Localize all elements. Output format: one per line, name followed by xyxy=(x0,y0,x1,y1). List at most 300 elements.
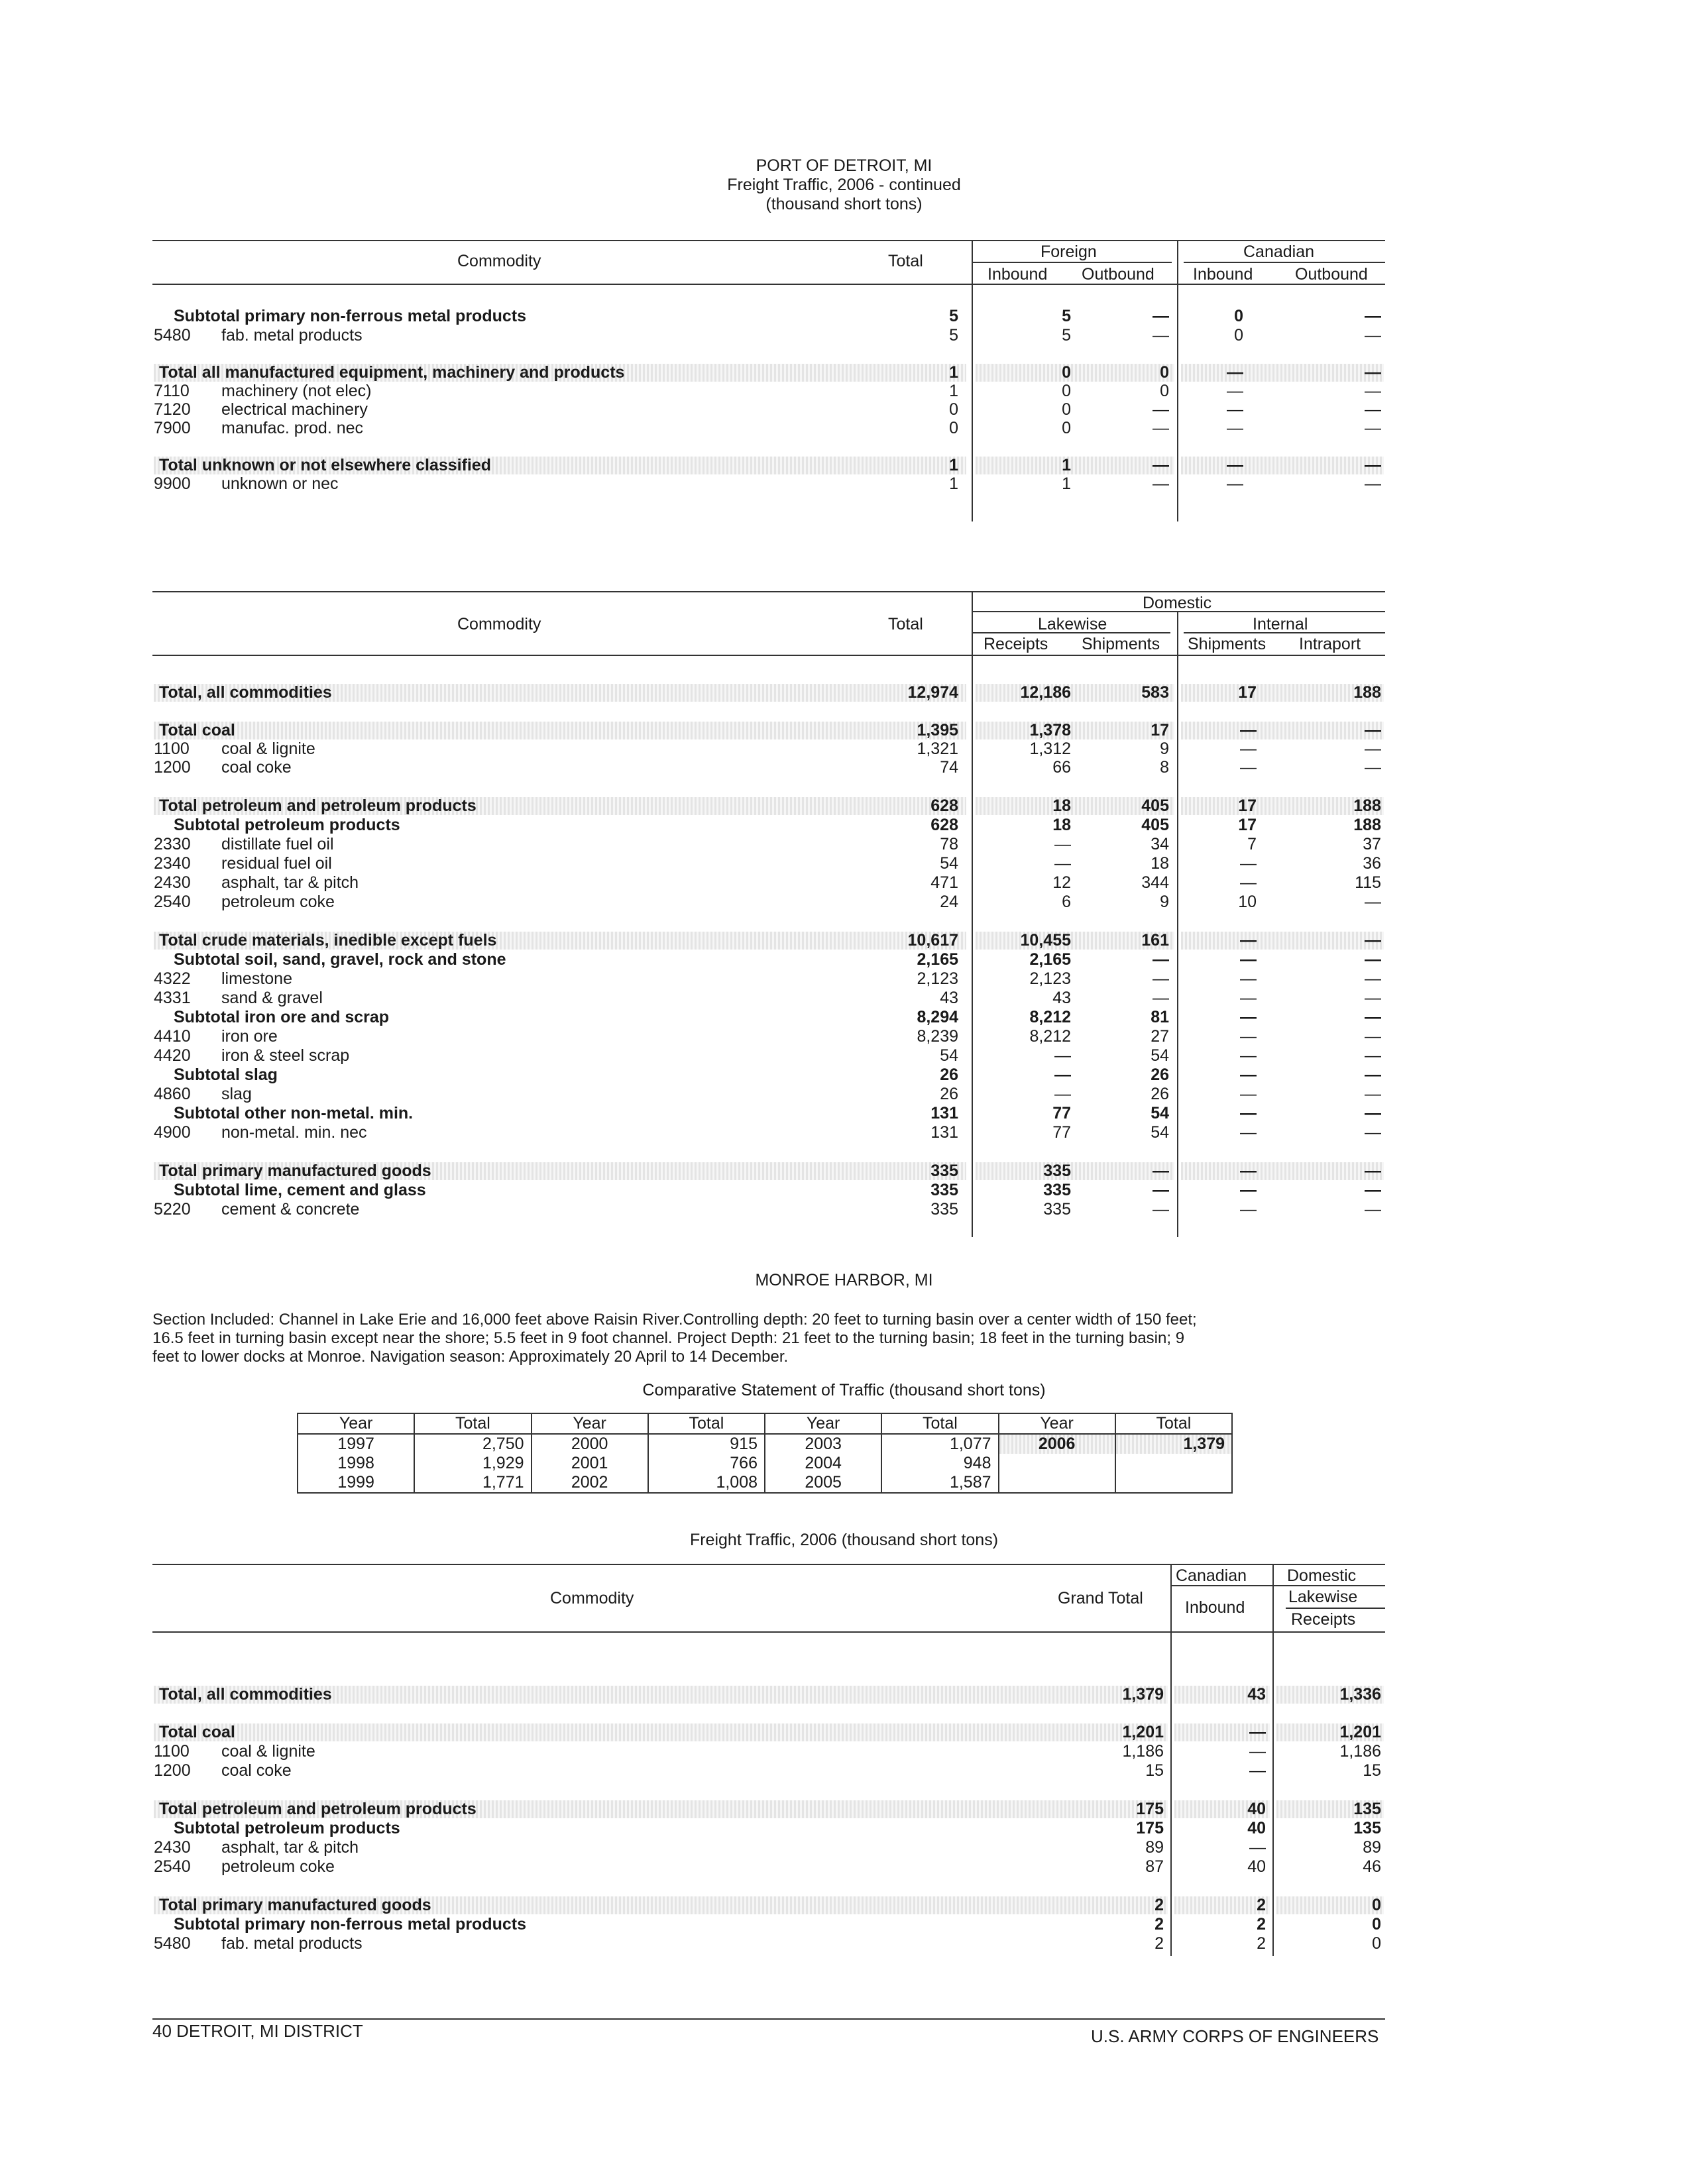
cell-c1: — xyxy=(1249,1723,1266,1741)
domestic-header: Domestic xyxy=(1287,1566,1357,1585)
table-row xyxy=(0,1723,1688,1742)
cell-c3: — xyxy=(1227,474,1243,493)
cell-c4: — xyxy=(1365,721,1381,739)
year-cell: 2003 xyxy=(765,1434,881,1454)
cell-c4: — xyxy=(1365,1027,1381,1046)
total-cell: 948 xyxy=(881,1454,998,1473)
commodity-code: 7120 xyxy=(154,400,191,419)
cell-c2: 161 xyxy=(1141,931,1169,950)
cell-c2: 54 xyxy=(1151,1104,1169,1122)
total-cell: 2,750 xyxy=(414,1434,531,1454)
commodity-label: non-metal. min. nec xyxy=(221,1123,367,1142)
cell-c1: 335 xyxy=(1043,1200,1071,1219)
cell-total: 2,123 xyxy=(917,969,958,988)
commodity-code: 1100 xyxy=(154,739,190,758)
table-row xyxy=(0,363,1688,382)
cell-c2: 17 xyxy=(1151,721,1169,739)
cell-c1: 0 xyxy=(1062,382,1071,400)
cell-c4: — xyxy=(1365,1008,1381,1026)
commodity-header: Commodity xyxy=(457,615,541,633)
total-header: Total xyxy=(881,1413,998,1434)
cell-c2: — xyxy=(1153,950,1169,969)
cell-total: 175 xyxy=(1136,1800,1164,1818)
cell-c3: 7 xyxy=(1247,835,1257,853)
cell-c1: 6 xyxy=(1062,893,1071,911)
cell-c3: — xyxy=(1240,1162,1257,1180)
table-row xyxy=(0,835,1688,854)
commodity-label: Subtotal soil, sand, gravel, rock and stone xyxy=(174,950,506,969)
cell-c3: — xyxy=(1240,950,1257,969)
cell-c4: — xyxy=(1365,1104,1381,1122)
cell-c3: — xyxy=(1227,363,1243,382)
table-row xyxy=(0,1742,1688,1761)
cell-total: 78 xyxy=(940,835,958,853)
cell-c1: 335 xyxy=(1043,1181,1071,1199)
cell-c2: 34 xyxy=(1151,835,1169,853)
cell-c3: — xyxy=(1240,1181,1257,1199)
cell-c2: — xyxy=(1153,456,1169,474)
cell-c1: — xyxy=(1249,1838,1266,1857)
commodity-label: Subtotal lime, cement and glass xyxy=(174,1181,426,1199)
commodity-code: 5220 xyxy=(154,1200,191,1219)
cell-total: 1 xyxy=(949,456,958,474)
cell-c2: — xyxy=(1153,1181,1169,1199)
lakewise-shipments-header: Shipments xyxy=(1082,635,1160,653)
cell-c2: 1,201 xyxy=(1339,1723,1381,1741)
table-row xyxy=(0,1065,1688,1085)
table-row xyxy=(0,969,1688,989)
cell-c1: 18 xyxy=(1052,796,1071,815)
cell-c1: 5 xyxy=(1062,307,1071,325)
year-cell: 1998 xyxy=(298,1454,414,1473)
cell-total: 1,186 xyxy=(1122,1742,1164,1761)
cell-total: 1 xyxy=(949,382,958,400)
cell-c3: — xyxy=(1240,931,1257,950)
cell-c1: — xyxy=(1249,1761,1266,1780)
table-row xyxy=(0,307,1688,326)
cell-c3: — xyxy=(1240,989,1257,1007)
cell-c4: 188 xyxy=(1353,683,1381,702)
cell-c2: 18 xyxy=(1151,854,1169,873)
year-cell: 2004 xyxy=(765,1454,881,1473)
cell-c3: — xyxy=(1227,382,1243,400)
cell-c4: — xyxy=(1365,1065,1381,1084)
cell-c1: 12 xyxy=(1052,873,1071,892)
cell-c1: 1,312 xyxy=(1029,739,1071,758)
canadian-header: Canadian xyxy=(1243,243,1315,261)
cell-c1: 18 xyxy=(1052,816,1071,834)
cell-c4: — xyxy=(1365,419,1381,437)
cell-c1: 5 xyxy=(1062,326,1071,345)
cell-c2: 9 xyxy=(1160,893,1169,911)
total-cell: 766 xyxy=(648,1454,765,1473)
page-subtitle: Freight Traffic, 2006 - continued xyxy=(727,176,961,194)
cell-c3: 0 xyxy=(1234,307,1243,325)
cell-total: 335 xyxy=(930,1200,958,1219)
cell-total: 26 xyxy=(940,1065,958,1084)
table-row xyxy=(0,1008,1688,1027)
commodity-label: machinery (not elec) xyxy=(221,382,372,400)
commodity-code: 1100 xyxy=(154,1742,190,1761)
table-row xyxy=(0,931,1688,950)
cell-c2: — xyxy=(1153,969,1169,988)
cell-c1: 10,455 xyxy=(1020,931,1071,950)
table-row xyxy=(0,1819,1688,1838)
cell-total: 74 xyxy=(940,758,958,777)
commodity-code: 4860 xyxy=(154,1085,191,1103)
cell-c3: — xyxy=(1240,1123,1257,1142)
section-line: Section Included: Channel in Lake Erie and 16,000 feet above Raisin River.Controlling depth: 20 feet to turning basin over a center width of 150 feet; xyxy=(152,1311,1197,1329)
cell-c3: 17 xyxy=(1238,796,1257,815)
table-row xyxy=(0,1104,1688,1123)
lakewise-header: Lakewise xyxy=(1038,615,1107,633)
total-header: Total xyxy=(414,1413,531,1434)
cell-c4: — xyxy=(1365,382,1381,400)
commodity-label: iron & steel scrap xyxy=(221,1046,350,1065)
cell-c2: — xyxy=(1153,1162,1169,1180)
cell-total: 87 xyxy=(1145,1857,1164,1876)
comparative-row xyxy=(298,1454,1232,1473)
commodity-label: Total, all commodities xyxy=(159,1685,332,1704)
cell-total: 5 xyxy=(949,307,958,325)
total-header: Total xyxy=(648,1413,765,1434)
commodity-label: Total, all commodities xyxy=(159,683,332,702)
cell-c3: — xyxy=(1240,758,1257,777)
commodity-code: 7900 xyxy=(154,419,191,437)
cell-c3: — xyxy=(1240,1008,1257,1026)
table-row xyxy=(0,758,1688,777)
commodity-code: 7110 xyxy=(154,382,190,400)
commodity-label: manufac. prod. nec xyxy=(221,419,364,437)
empty-cell xyxy=(1115,1454,1232,1473)
table-row xyxy=(0,1181,1688,1200)
commodity-label: Total petroleum and petroleum products xyxy=(159,1800,477,1818)
commodity-label: fab. metal products xyxy=(221,1934,363,1953)
table-row xyxy=(0,950,1688,969)
cell-c4: 37 xyxy=(1363,835,1381,853)
commodity-label: Subtotal iron ore and scrap xyxy=(174,1008,390,1026)
cell-total: 335 xyxy=(930,1181,958,1199)
cell-total: 54 xyxy=(940,1046,958,1065)
cell-c4: — xyxy=(1365,950,1381,969)
cell-c1: 77 xyxy=(1052,1104,1071,1122)
cell-c2: 26 xyxy=(1151,1065,1169,1084)
cell-c1: 40 xyxy=(1247,1819,1266,1837)
foreign-inbound-header: Inbound xyxy=(987,265,1048,284)
cell-total: 131 xyxy=(930,1123,958,1142)
commodity-label: sand & gravel xyxy=(221,989,323,1007)
cell-c1: 40 xyxy=(1247,1857,1266,1876)
cell-c2: 81 xyxy=(1151,1008,1169,1026)
year-cell: 2006 xyxy=(999,1434,1115,1454)
cell-c1: — xyxy=(1054,1085,1071,1103)
comparative-table xyxy=(297,1413,1233,1494)
commodity-code: 2430 xyxy=(154,1838,191,1857)
cell-c3: — xyxy=(1240,721,1257,739)
cell-c1: 66 xyxy=(1052,758,1071,777)
footer-right: U.S. ARMY CORPS OF ENGINEERS xyxy=(1091,2026,1379,2046)
table-row xyxy=(0,989,1688,1008)
cell-c1: 40 xyxy=(1247,1800,1266,1818)
cell-c4: — xyxy=(1365,474,1381,493)
cell-c4: — xyxy=(1365,1200,1381,1219)
intraport-header: Intraport xyxy=(1299,635,1361,653)
lakewise-header: Lakewise xyxy=(1288,1588,1358,1606)
cell-total: 175 xyxy=(1136,1819,1164,1837)
total-cell: 1,929 xyxy=(414,1454,531,1473)
cell-total: 628 xyxy=(930,796,958,815)
cell-c2: 0 xyxy=(1372,1915,1381,1934)
commodity-code: 4420 xyxy=(154,1046,191,1065)
cell-total: 131 xyxy=(930,1104,958,1122)
comparative-row xyxy=(298,1473,1232,1493)
cell-c2: 54 xyxy=(1151,1046,1169,1065)
cell-c2: — xyxy=(1153,419,1169,437)
commodity-label: petroleum coke xyxy=(221,1857,335,1876)
year-cell: 2001 xyxy=(532,1454,648,1473)
domestic-header: Domestic xyxy=(1143,594,1212,612)
commodity-label: Subtotal petroleum products xyxy=(174,816,400,834)
commodity-code: 4322 xyxy=(154,969,191,988)
commodity-code: 2330 xyxy=(154,835,191,853)
cell-c4: — xyxy=(1365,307,1381,325)
cell-c1: — xyxy=(1054,1046,1071,1065)
table-row xyxy=(0,419,1688,438)
cell-c2: 8 xyxy=(1160,758,1169,777)
cell-c3: — xyxy=(1227,400,1243,419)
cell-c3: 17 xyxy=(1238,683,1257,702)
table-row xyxy=(0,1123,1688,1142)
cell-c4: — xyxy=(1365,1181,1381,1199)
freight-title: Freight Traffic, 2006 (thousand short tons) xyxy=(689,1531,999,1549)
cell-c2: 135 xyxy=(1353,1800,1381,1818)
empty-cell xyxy=(1115,1473,1232,1493)
table-row xyxy=(0,1915,1688,1934)
section-line: feet to lower docks at Monroe. Navigation season: Approximately 20 April to 14 December. xyxy=(152,1348,789,1366)
cell-c2: — xyxy=(1153,474,1169,493)
commodity-label: Total unknown or not elsewhere classified xyxy=(159,456,492,474)
cell-c3: — xyxy=(1240,1027,1257,1046)
commodity-code: 2540 xyxy=(154,1857,191,1876)
cell-c3: — xyxy=(1240,1085,1257,1103)
cell-total: 8,239 xyxy=(917,1027,958,1046)
cell-c3: 10 xyxy=(1238,893,1257,911)
table-row xyxy=(0,873,1688,893)
year-header: Year xyxy=(765,1413,881,1434)
comparative-row xyxy=(298,1434,1232,1454)
cell-total: 2 xyxy=(1154,1896,1164,1914)
commodity-label: Subtotal slag xyxy=(174,1065,278,1084)
monroe-section-text xyxy=(152,1311,1544,1366)
table-row xyxy=(0,1085,1688,1104)
cell-c1: 8,212 xyxy=(1029,1027,1071,1046)
cell-total: 335 xyxy=(930,1162,958,1180)
page-header xyxy=(0,156,1688,214)
year-header: Year xyxy=(298,1413,414,1434)
cell-total: 1,201 xyxy=(1122,1723,1164,1741)
cell-c2: 583 xyxy=(1141,683,1169,702)
cell-c3: 17 xyxy=(1238,816,1257,834)
cell-c2: 9 xyxy=(1160,739,1169,758)
cell-c1: 12,186 xyxy=(1020,683,1071,702)
cell-total: 24 xyxy=(940,893,958,911)
commodity-label: Total coal xyxy=(159,1723,235,1741)
total-cell: 915 xyxy=(648,1434,765,1454)
cell-total: 10,617 xyxy=(907,931,958,950)
cell-c2: 26 xyxy=(1151,1085,1169,1103)
cell-c1: 2 xyxy=(1257,1934,1266,1953)
cell-c2: 89 xyxy=(1363,1838,1381,1857)
cell-c2: 405 xyxy=(1141,816,1169,834)
total-cell: 1,379 xyxy=(1115,1434,1232,1454)
table-row xyxy=(0,1896,1688,1915)
total-header: Total xyxy=(888,615,923,633)
commodity-code: 5480 xyxy=(154,326,191,345)
comparative-title: Comparative Statement of Traffic (thousand short tons) xyxy=(642,1381,1046,1399)
cell-total: 2,165 xyxy=(917,950,958,969)
receipts-header: Receipts xyxy=(1291,1610,1356,1629)
cell-total: 54 xyxy=(940,854,958,873)
cell-c4: 36 xyxy=(1363,854,1381,873)
cell-c4: — xyxy=(1365,400,1381,419)
cell-c4: — xyxy=(1365,363,1381,382)
footer-left: 40 DETROIT, MI DISTRICT xyxy=(152,2021,363,2041)
cell-c2: 15 xyxy=(1363,1761,1381,1780)
cell-c3: — xyxy=(1227,456,1243,474)
table-row xyxy=(0,1761,1688,1780)
cell-c1: — xyxy=(1054,835,1071,853)
cell-c3: — xyxy=(1240,1046,1257,1065)
cell-total: 15 xyxy=(1145,1761,1164,1780)
table-row xyxy=(0,1857,1688,1877)
total-cell: 1,771 xyxy=(414,1473,531,1493)
commodity-label: coal & lignite xyxy=(221,739,315,758)
internal-shipments-header: Shipments xyxy=(1188,635,1266,653)
cell-c1: — xyxy=(1054,854,1071,873)
cell-c4: — xyxy=(1365,893,1381,911)
cell-c1: 43 xyxy=(1247,1685,1266,1704)
table-row xyxy=(0,1800,1688,1819)
commodity-label: unknown or nec xyxy=(221,474,339,493)
table-row xyxy=(0,816,1688,835)
table-row xyxy=(0,721,1688,740)
cell-c4: — xyxy=(1365,456,1381,474)
cell-total: 12,974 xyxy=(907,683,958,702)
cell-total: 43 xyxy=(940,989,958,1007)
commodity-code: 1200 xyxy=(154,1761,191,1780)
table-row xyxy=(0,400,1688,419)
commodity-label: iron ore xyxy=(221,1027,278,1046)
commodity-label: fab. metal products xyxy=(221,326,363,345)
empty-cell xyxy=(999,1473,1115,1493)
cell-total: 8,294 xyxy=(917,1008,958,1026)
cell-c4: 115 xyxy=(1355,873,1381,892)
cell-c2: 46 xyxy=(1363,1857,1381,1876)
commodity-label: Total petroleum and petroleum products xyxy=(159,796,477,815)
internal-header: Internal xyxy=(1253,615,1308,633)
cell-total: 2 xyxy=(1154,1915,1164,1934)
commodity-code: 2340 xyxy=(154,854,191,873)
cell-total: 471 xyxy=(930,873,958,892)
cell-total: 1,379 xyxy=(1122,1685,1164,1704)
cell-c4: — xyxy=(1365,1046,1381,1065)
cell-c2: 1,336 xyxy=(1339,1685,1381,1704)
cell-c1: 2,165 xyxy=(1029,950,1071,969)
table-row xyxy=(0,1934,1688,1953)
cell-c2: 405 xyxy=(1141,796,1169,815)
foreign-outbound-header: Outbound xyxy=(1082,265,1154,284)
year-header: Year xyxy=(999,1413,1115,1434)
cell-c4: — xyxy=(1365,326,1381,345)
table-row xyxy=(0,796,1688,816)
cell-c1: 2 xyxy=(1257,1915,1266,1934)
table-row xyxy=(0,893,1688,912)
cell-total: 1,321 xyxy=(917,739,958,758)
commodity-header: Commodity xyxy=(457,252,541,270)
commodity-label: limestone xyxy=(221,969,292,988)
cell-c1: 43 xyxy=(1052,989,1071,1007)
cell-total: 0 xyxy=(949,400,958,419)
page-units: (thousand short tons) xyxy=(765,195,923,213)
commodity-label: coal coke xyxy=(221,1761,292,1780)
table-row xyxy=(0,1046,1688,1065)
cell-c1: 8,212 xyxy=(1029,1008,1071,1026)
commodity-label: Subtotal other non-metal. min. xyxy=(174,1104,414,1122)
commodity-label: Subtotal primary non-ferrous metal products xyxy=(174,1915,527,1934)
commodity-code: 2430 xyxy=(154,873,191,892)
year-cell: 1997 xyxy=(298,1434,414,1454)
total-header: Total xyxy=(888,252,923,270)
cell-c3: — xyxy=(1240,854,1257,873)
cell-c4: — xyxy=(1365,969,1381,988)
receipts-header: Receipts xyxy=(984,635,1048,653)
cell-c4: — xyxy=(1365,989,1381,1007)
grand-total-header: Grand Total xyxy=(1058,1589,1143,1608)
commodity-label: coal & lignite xyxy=(221,1742,315,1761)
table-row xyxy=(0,474,1688,494)
cell-c2: 344 xyxy=(1141,873,1169,892)
cell-c2: 0 xyxy=(1372,1934,1381,1953)
table-row xyxy=(0,1200,1688,1219)
commodity-label: Subtotal petroleum products xyxy=(174,1819,400,1837)
cell-c2: — xyxy=(1153,400,1169,419)
cell-c2: 54 xyxy=(1151,1123,1169,1142)
cell-c3: — xyxy=(1240,1104,1257,1122)
commodity-label: Total primary manufactured goods xyxy=(159,1162,431,1180)
canadian-inbound-header: Inbound xyxy=(1193,265,1253,284)
total-cell: 1,077 xyxy=(881,1434,998,1454)
cell-c1: 0 xyxy=(1062,400,1071,419)
commodity-label: petroleum coke xyxy=(221,893,335,911)
year-cell: 2002 xyxy=(532,1473,648,1493)
cell-c1: 1 xyxy=(1062,474,1071,493)
cell-total: 5 xyxy=(949,326,958,345)
foreign-header: Foreign xyxy=(1041,243,1097,261)
cell-total: 26 xyxy=(940,1085,958,1103)
cell-c2: — xyxy=(1153,989,1169,1007)
cell-c3: — xyxy=(1240,873,1257,892)
section-line: 16.5 feet in turning basin except near the shore; 5.5 feet in 9 foot channel. Project Depth: 21 feet to the turning basin; 18 feet in the turning basin; 9 xyxy=(152,1329,1185,1347)
cell-c2: 0 xyxy=(1160,382,1169,400)
cell-c4: — xyxy=(1365,1162,1381,1180)
cell-c1: 1,378 xyxy=(1029,721,1071,739)
commodity-label: electrical machinery xyxy=(221,400,368,419)
cell-c1: 77 xyxy=(1052,1123,1071,1142)
cell-c1: 335 xyxy=(1043,1162,1071,1180)
table-row xyxy=(0,1838,1688,1857)
cell-c2: 0 xyxy=(1160,363,1169,382)
commodity-label: Total coal xyxy=(159,721,235,739)
